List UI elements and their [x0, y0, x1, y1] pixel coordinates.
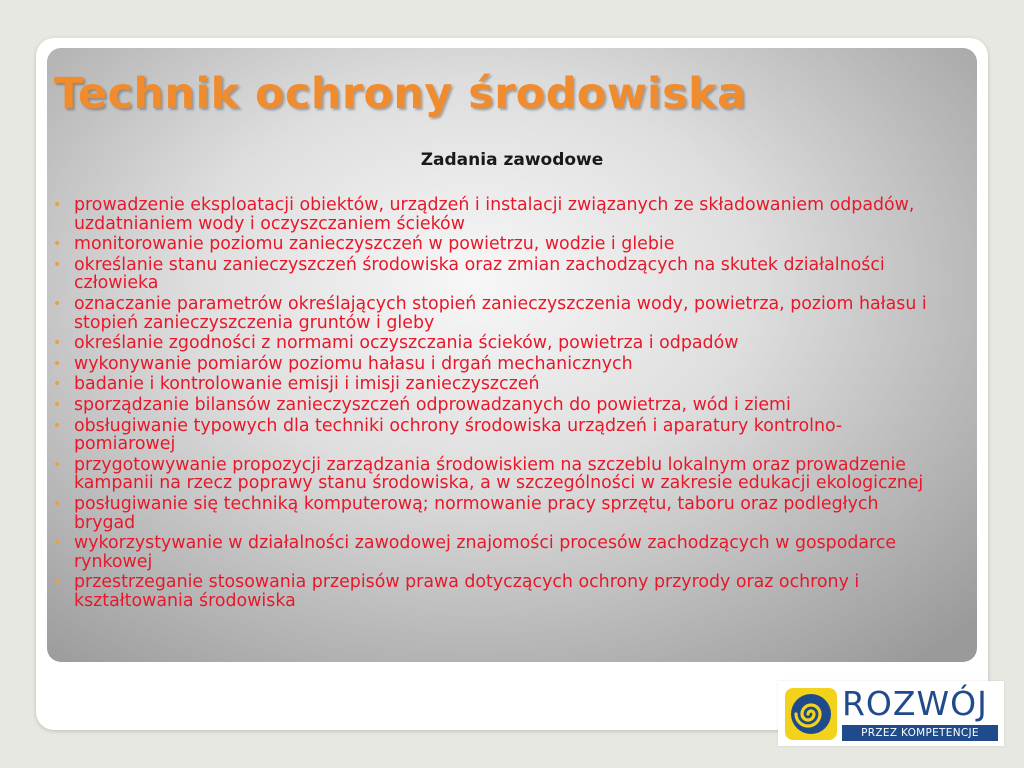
list-item [50, 235, 940, 254]
task-list [50, 196, 940, 612]
bullet-icon: • [53, 495, 62, 512]
list-item [50, 355, 940, 374]
list-item [50, 396, 940, 415]
bullet-icon: • [53, 256, 62, 273]
list-item-text: monitorowanie poziomu zanieczyszczeń w powietrzu, wodzie i glebie [74, 234, 675, 255]
list-item [50, 456, 940, 493]
bullet-icon: • [53, 535, 62, 552]
bullet-icon: • [53, 335, 62, 352]
slide-title: Technik ochrony środowiska [54, 69, 747, 119]
bullet-icon: • [53, 376, 62, 393]
list-item [50, 495, 940, 532]
list-item [50, 196, 940, 233]
bullet-icon: • [53, 417, 62, 434]
spiral-logo-icon [784, 687, 838, 741]
list-item-text: badanie i kontrolowanie emisji i imisji zanieczyszczeń [74, 374, 540, 395]
bullet-icon: • [53, 396, 62, 413]
list-item [50, 256, 940, 293]
list-item-text: obsługiwanie typowych dla techniki ochrony środowiska urządzeń i aparatury kontrolno-pomiarowej [74, 415, 843, 455]
list-item-text: określanie zgodności z normami oczyszczania ścieków, powietrza i odpadów [74, 333, 739, 354]
slide-subtitle: Zadania zawodowe [420, 150, 604, 170]
list-item [50, 334, 940, 353]
list-item-text: sporządzanie bilansów zanieczyszczeń odprowadzanych do powietrza, wód i ziemi [74, 394, 791, 415]
bullet-icon: • [53, 236, 62, 253]
list-item-text: posługiwanie się techniką komputerową; normowanie pracy sprzętu, taboru oraz podległych brygad [74, 493, 879, 533]
list-item-text: wykorzystywanie w działalności zawodowej znajomości procesów zachodzących w gospodarce rynkowej [74, 533, 897, 572]
list-item [50, 375, 940, 394]
list-item-text: prowadzenie eksploatacji obiektów, urządzeń i instalacji związanych ze składowaniem odpadów, uzdatnianiem wody i oczyszczaniem ścieków [74, 195, 915, 234]
logo-main-text: ROZWÓJ [842, 684, 988, 723]
list-item-text: oznaczanie parametrów określających stopień zanieczyszczenia wody, powietrza, poziom hałasu i stopień zanieczyszczenia gruntów i gleby [74, 293, 927, 333]
bullet-icon: • [53, 456, 62, 473]
list-item [50, 295, 940, 332]
bullet-icon: • [53, 295, 62, 312]
list-item-text: wykonywanie pomiarów poziomu hałasu i drgań mechanicznych [74, 353, 633, 374]
list-item [50, 573, 940, 610]
list-item-text: określanie stanu zanieczyszczeń środowiska oraz zmian zachodzących na skutek działalności człowieka [74, 254, 885, 294]
bullet-icon: • [53, 197, 62, 213]
list-item-text: przygotowywanie propozycji zarządzania środowiskiem na szczeblu lokalnym oraz prowadzenie kampanii na rzecz poprawy stanu środowiska, a w szczególności w zakresie edukacji ekologicznej [74, 454, 924, 494]
list-item [50, 534, 940, 571]
list-item [50, 417, 940, 454]
list-item-text: przestrzeganie stosowania przepisów prawa dotyczących ochrony przyrody oraz ochrony i kształtowania środowiska [74, 572, 860, 611]
logo-sub-text: PRZEZ KOMPETENCJE [842, 725, 998, 741]
bullet-icon: • [53, 355, 62, 372]
bullet-icon: • [53, 574, 62, 591]
rozwoj-logo [778, 681, 1004, 746]
